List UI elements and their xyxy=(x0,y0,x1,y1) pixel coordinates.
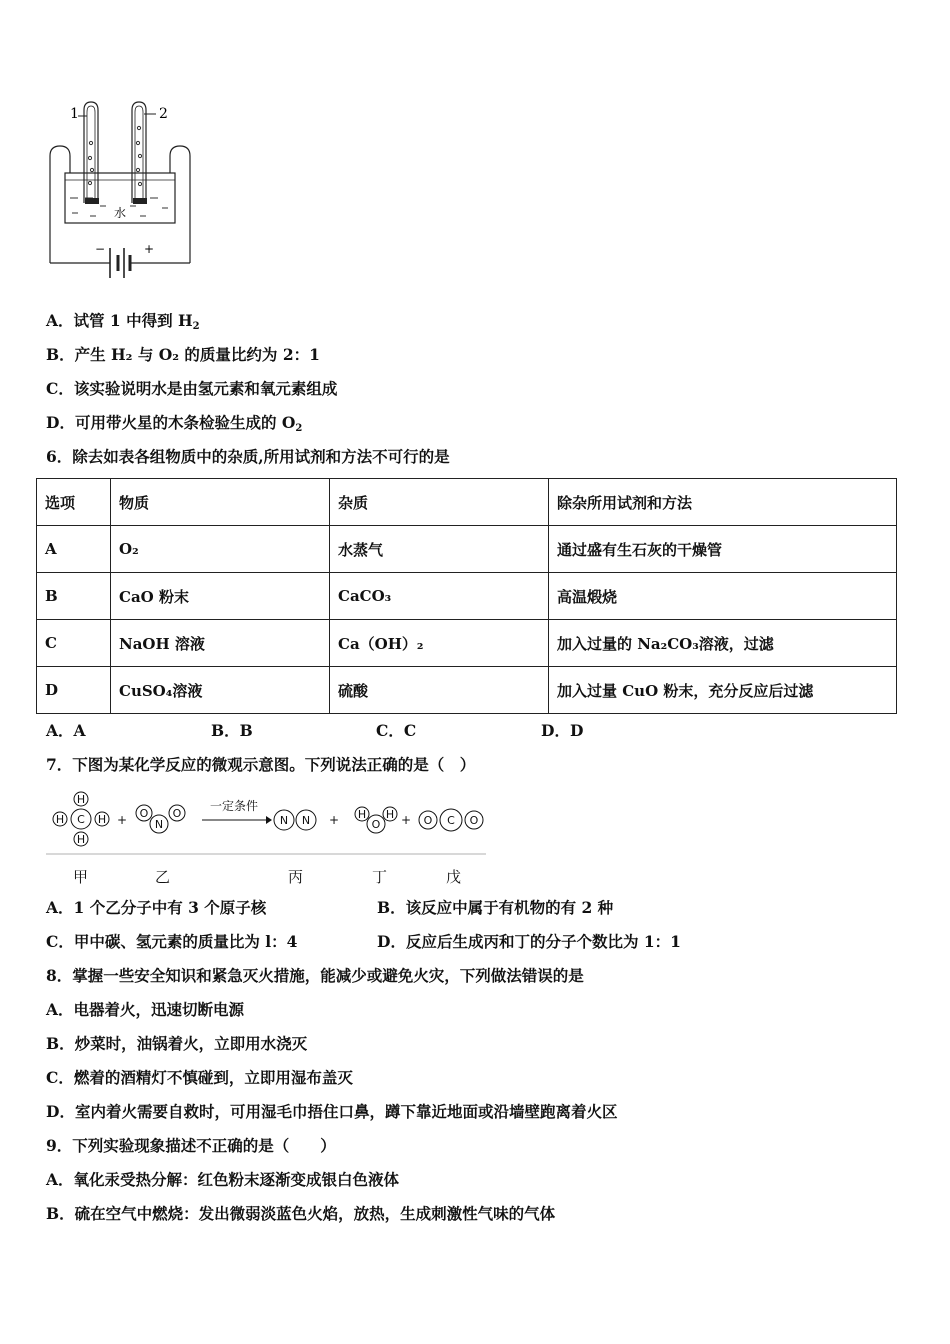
label-wu: 戊 xyxy=(446,868,462,886)
table-cell: 加入过量 CuO 粉末，充分反应后过滤 xyxy=(549,667,897,714)
label-ding: 丁 xyxy=(372,868,388,886)
q7-option-d: D．反应后生成丙和丁的分子个数比为 1：1 xyxy=(377,932,681,951)
svg-text:N: N xyxy=(301,814,311,827)
nitrogen-dioxide-molecule xyxy=(136,805,185,833)
svg-text:+: + xyxy=(400,813,412,827)
svg-text:+: + xyxy=(328,813,340,827)
svg-text:O: O xyxy=(139,807,149,820)
table-cell: 加入过量的 Na₂CO₃溶液，过滤 xyxy=(549,620,897,667)
table-row xyxy=(37,667,897,714)
svg-text:O: O xyxy=(469,814,479,827)
tube-2-label: 2 xyxy=(159,106,168,122)
svg-text:H: H xyxy=(76,833,86,846)
reaction-condition: 一定条件 xyxy=(209,799,259,813)
electrolysis-apparatus-diagram xyxy=(40,98,200,283)
svg-text:C: C xyxy=(77,813,85,826)
water-molecule xyxy=(355,807,397,833)
header-cell: 杂质 xyxy=(330,479,549,526)
q8-option-c: C．燃着的酒精灯不慎碰到，立即用湿布盖灭 xyxy=(46,1068,353,1087)
tube-1-label: 1 xyxy=(70,106,79,122)
q6-table xyxy=(36,478,897,714)
water-label: 水 xyxy=(114,206,127,220)
svg-text:O: O xyxy=(423,814,433,827)
q6-choice-b: B．B xyxy=(211,721,253,740)
svg-text:H: H xyxy=(97,813,107,826)
methane-molecule xyxy=(53,792,109,846)
q5-option-d: D．可用带火星的木条检验生成的 $O_2$ xyxy=(46,413,303,434)
table-cell: O₂ xyxy=(111,526,330,573)
svg-text:+: + xyxy=(116,813,128,827)
table-cell: 通过盛有生石灰的干燥管 xyxy=(549,526,897,573)
label-yi: 乙 xyxy=(155,868,171,886)
table-cell: NaOH 溶液 xyxy=(111,620,330,667)
table-row xyxy=(37,620,897,667)
table-cell: 水蒸气 xyxy=(330,526,549,573)
table-cell: C xyxy=(37,620,111,667)
svg-text:H: H xyxy=(76,793,86,806)
header-cell: 物质 xyxy=(111,479,330,526)
svg-text:O: O xyxy=(371,818,381,831)
q7-option-c: C．甲中碳、氢元素的质量比为 l：4 xyxy=(46,932,298,951)
q7-stem: 7．下图为某化学反应的微观示意图。下列说法正确的是（ ） xyxy=(46,755,476,774)
q9-option-a: A．氧化汞受热分解：红色粉末逐渐变成银白色液体 xyxy=(46,1170,400,1189)
svg-text:H: H xyxy=(385,808,395,821)
svg-text:H: H xyxy=(55,813,65,826)
q8-option-a: A．电器着火，迅速切断电源 xyxy=(46,1000,245,1019)
table-cell: CaO 粉末 xyxy=(111,573,330,620)
table-row xyxy=(37,573,897,620)
svg-text:N: N xyxy=(154,818,164,831)
q8-option-d: D．室内着火需要自救时，可用湿毛巾捂住口鼻，蹲下靠近地面或沿墙壁跑离着火区 xyxy=(46,1102,618,1121)
label-bing: 丙 xyxy=(288,868,304,886)
table-header-row xyxy=(37,479,897,526)
table-cell: 高温煅烧 xyxy=(549,573,897,620)
q5-option-c: C．该实验说明水是由氢元素和氧元素组成 xyxy=(46,379,338,398)
table-cell: D xyxy=(37,667,111,714)
table-cell: A xyxy=(37,526,111,573)
negative-terminal-label: − xyxy=(95,242,106,256)
q8-stem: 8．掌握一些安全知识和紧急灭火措施，能减少或避免火灾，下列做法错误的是 xyxy=(46,966,584,985)
table-cell: 硫酸 xyxy=(330,667,549,714)
q5-option-a: A．试管 1 中得到 $H_2$ xyxy=(46,311,200,332)
q6-choice-c: C．C xyxy=(376,721,417,740)
header-cell: 除杂所用试剂和方法 xyxy=(549,479,897,526)
q6-choice-d: D．D xyxy=(541,721,584,740)
table-cell: CaCO₃ xyxy=(330,573,549,620)
svg-text:N: N xyxy=(279,814,289,827)
positive-terminal-label: + xyxy=(144,242,155,256)
table-cell: Ca（OH）₂ xyxy=(330,620,549,667)
carbon-dioxide-molecule xyxy=(419,809,483,831)
reaction-micro-diagram xyxy=(44,786,489,858)
q9-option-b: B．硫在空气中燃烧：发出微弱淡蓝色火焰，放热，生成刺激性气味的气体 xyxy=(46,1204,556,1223)
q5-option-b: B．产生 H₂ 与 O₂ 的质量比约为 2：1 xyxy=(46,345,320,364)
label-jia: 甲 xyxy=(73,868,89,886)
header-cell: 选项 xyxy=(37,479,111,526)
table-cell: CuSO₄溶液 xyxy=(111,667,330,714)
svg-text:H: H xyxy=(357,808,367,821)
nitrogen-molecule xyxy=(274,810,316,830)
svg-text:O: O xyxy=(172,807,182,820)
table-cell: B xyxy=(37,573,111,620)
q6-stem: 6．除去如表各组物质中的杂质,所用试剂和方法不可行的是 xyxy=(46,447,450,466)
q6-choice-a: A．A xyxy=(46,721,86,740)
q7-option-a: A．1 个乙分子中有 3 个原子核 xyxy=(46,898,267,917)
q9-stem: 9．下列实验现象描述不正确的是（ ） xyxy=(46,1136,336,1155)
q8-option-b: B．炒菜时，油锅着火，立即用水浇灭 xyxy=(46,1034,308,1053)
svg-text:C: C xyxy=(447,814,455,827)
table-row xyxy=(37,526,897,573)
q7-option-b: B．该反应中属于有机物的有 2 种 xyxy=(377,898,614,917)
